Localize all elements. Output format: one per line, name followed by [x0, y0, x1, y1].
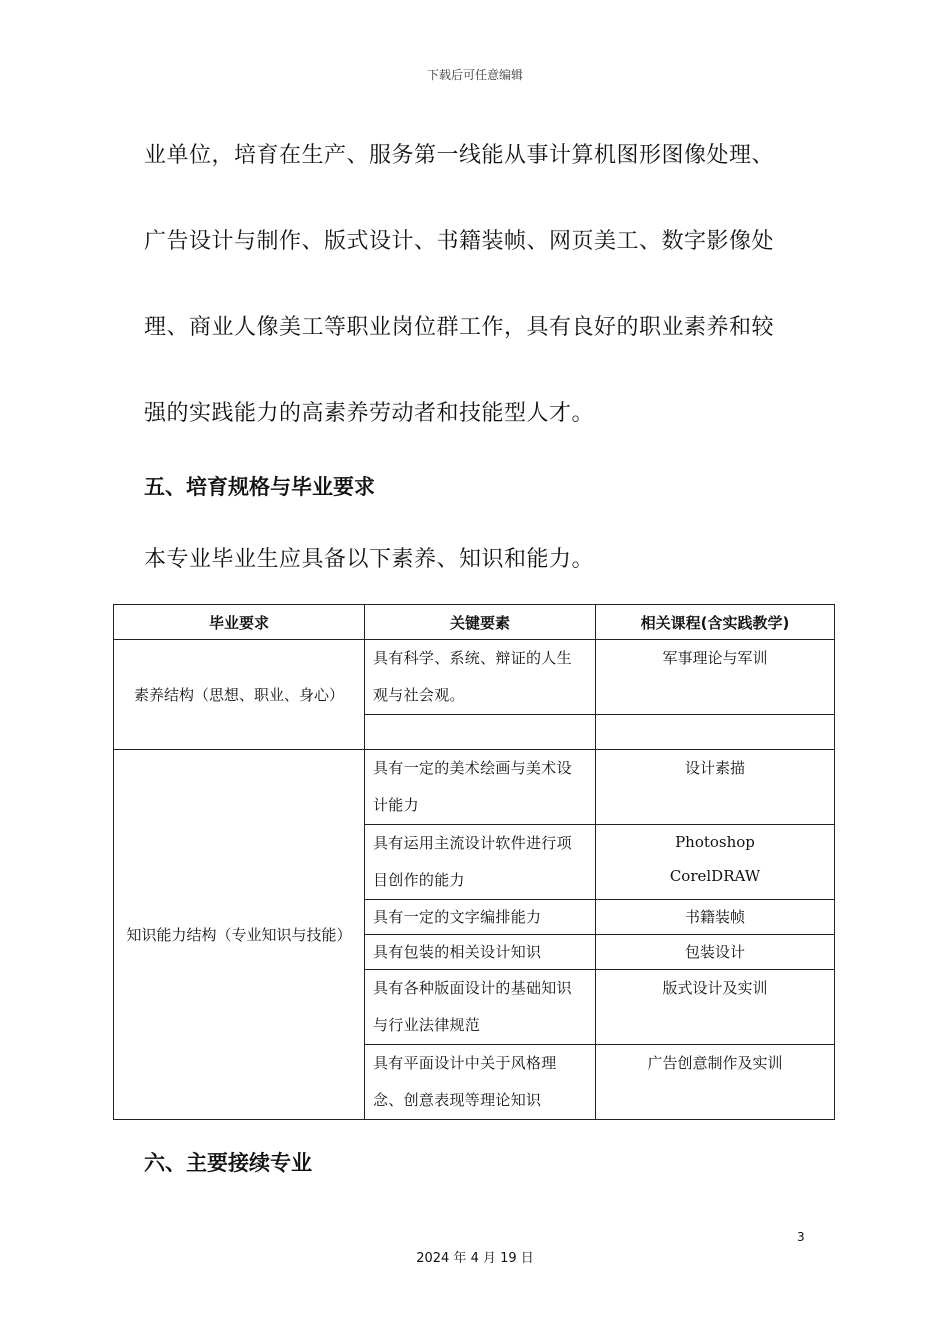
course-cell: 版式设计及实训 — [596, 970, 835, 1045]
paragraph-line: 强的实践能力的高素养劳动者和技能型人才。 — [144, 401, 595, 426]
paragraph-line: 业单位，培育在生产、服务第一线能从事计算机图形图像处理、 — [144, 143, 775, 168]
table-header-row — [114, 605, 835, 640]
element-cell: 具有科学、系统、辩证的人生观与社会观。 — [365, 640, 596, 715]
course-cell: 书籍装帧 — [596, 900, 835, 935]
header-requirement: 毕业要求 — [114, 605, 365, 640]
header-key-element: 关键要素 — [365, 605, 596, 640]
course-cell: 广告创意制作及实训 — [596, 1045, 835, 1120]
element-cell: 具有包装的相关设计知识 — [365, 935, 596, 970]
paragraph-line: 广告设计与制作、版式设计、书籍装帧、网页美工、数字影像处 — [144, 229, 775, 254]
category-cell: 素养结构（思想、职业、身心） — [114, 640, 365, 750]
element-cell — [365, 715, 596, 750]
course-cell — [596, 715, 835, 750]
section-5-heading: 五、培育规格与毕业要求 — [144, 475, 375, 499]
course-cell — [596, 825, 835, 900]
table-row — [114, 640, 835, 715]
course-line: CorelDRAW — [669, 867, 761, 885]
course-cell: 设计素描 — [596, 750, 835, 825]
section-5-intro: 本专业毕业生应具备以下素养、知识和能力。 — [144, 547, 595, 572]
header-course: 相关课程(含实践教学) — [596, 605, 835, 640]
page-number: 3 — [797, 1230, 805, 1244]
element-cell: 具有平面设计中关于风格理念、创意表现等理论知识 — [365, 1045, 596, 1120]
course-cell: 军事理论与军训 — [596, 640, 835, 715]
header-note: 下载后可任意编辑 — [426, 68, 523, 82]
element-cell: 具有运用主流设计软件进行项目创作的能力 — [365, 825, 596, 900]
table-row — [114, 750, 835, 825]
paragraph-line: 理、商业人像美工等职业岗位群工作，具有良好的职业素养和较 — [144, 315, 775, 340]
element-cell: 具有一定的文字编排能力 — [365, 900, 596, 935]
course-line: Photoshop — [675, 833, 755, 851]
category-cell: 知识能力结构（专业知识与技能） — [114, 750, 365, 1120]
element-cell: 具有各种版面设计的基础知识与行业法律规范 — [365, 970, 596, 1045]
graduation-requirements-table — [113, 604, 835, 1120]
footer-date: 2024 年 4 月 19 日 — [416, 1251, 534, 1266]
element-cell: 具有一定的美术绘画与美术设计能力 — [365, 750, 596, 825]
course-cell: 包装设计 — [596, 935, 835, 970]
section-6-heading: 六、主要接续专业 — [144, 1151, 312, 1175]
